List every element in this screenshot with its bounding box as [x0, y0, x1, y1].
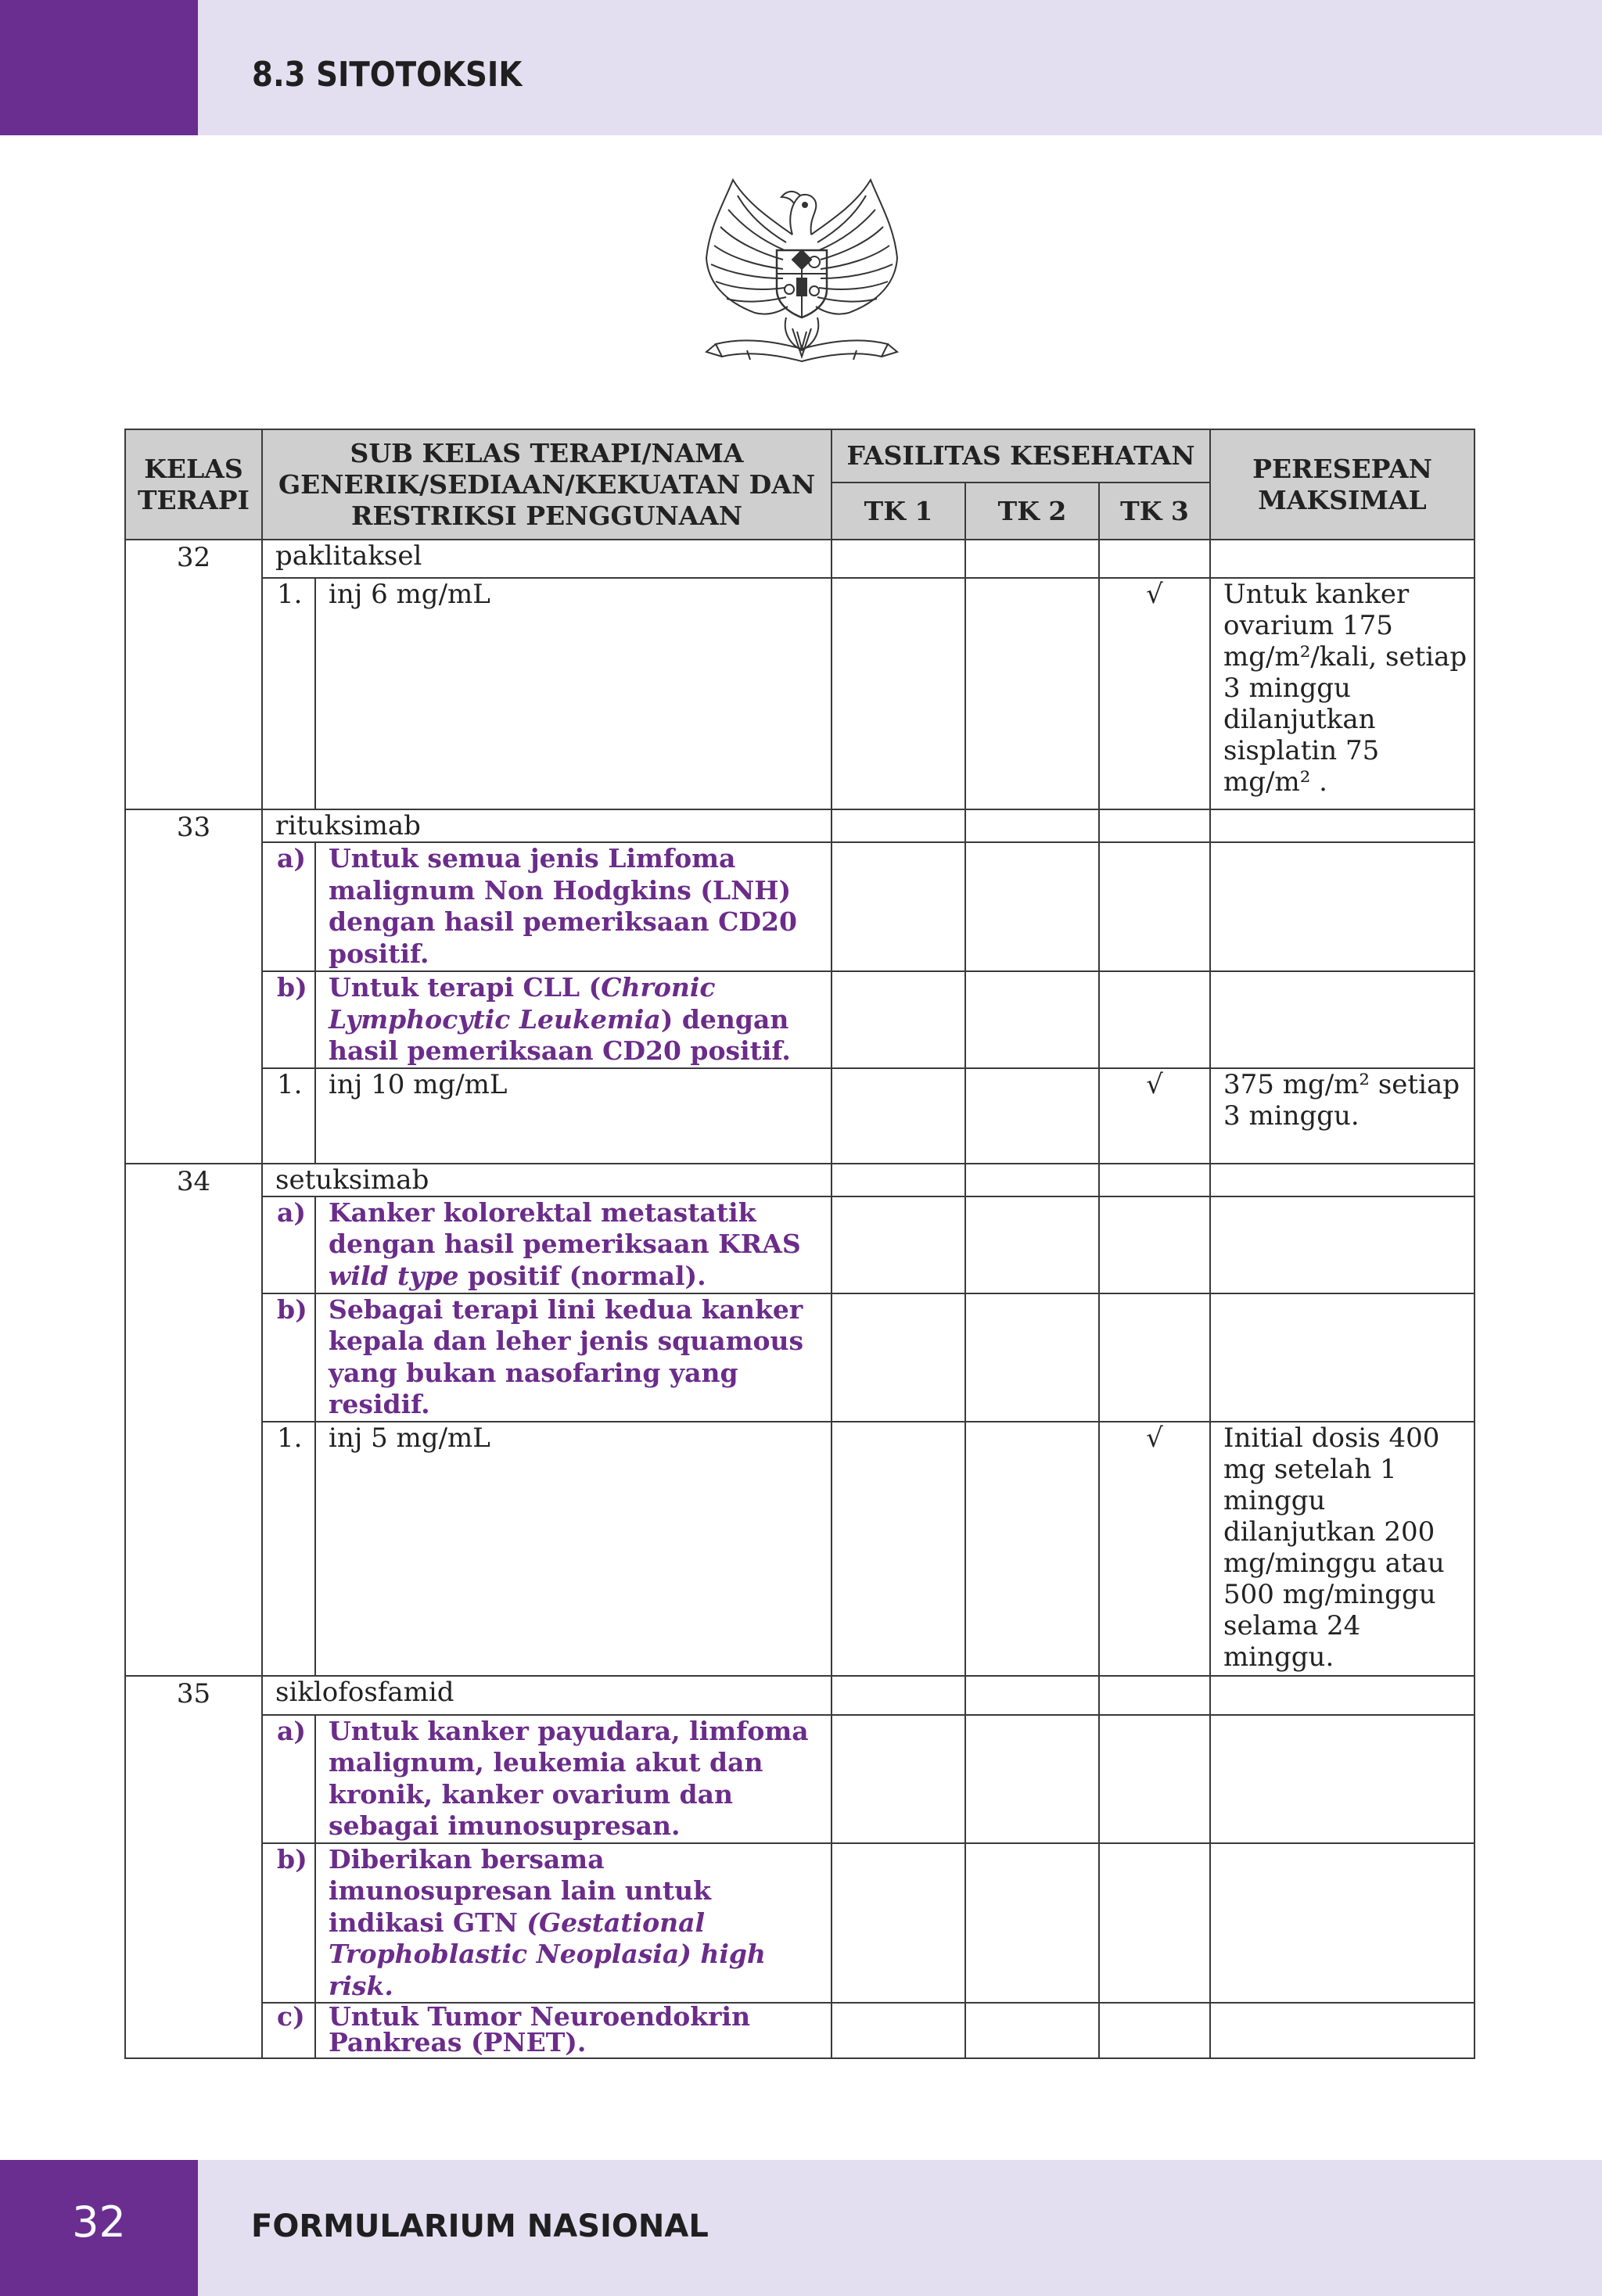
item-number: 1. — [262, 1068, 315, 1164]
restriction-text: Sebagai terapi lini kedua kanker kepala dan leher jenis squamous yang bukan nasofaring yang residif. — [315, 1293, 832, 1422]
table-row — [125, 578, 1474, 809]
drug-name: siklofosfamid — [262, 1676, 832, 1715]
restriction-label: a) — [262, 1196, 315, 1293]
restriction-text: Untuk terapi CLL (Chronic Lymphocytic Leukemia) dengan hasil pemeriksaan CD20 positif. — [315, 971, 832, 1068]
restriction-text: Untuk semua jenis Limfoma malignum Non Hodgkins (LNH) dengan hasil pemeriksaan CD20 positif. — [315, 842, 832, 971]
item-number: 1. — [262, 1422, 315, 1676]
restriction-text: Diberikan bersama imunosupresan lain untuk indikasi GTN (Gestational Trophoblastic Neoplasia) high risk. — [315, 1843, 832, 2004]
kelas-terapi-cell: 32 — [125, 540, 262, 809]
restriction-label: b) — [262, 1843, 315, 2004]
tk3-check: √ — [1099, 578, 1210, 809]
header-tk3: TK 3 — [1099, 483, 1210, 540]
header-kelas-terapi: KELAS TERAPI — [125, 429, 262, 540]
restriction-label: a) — [262, 1715, 315, 1843]
kelas-terapi-cell: 34 — [125, 1164, 262, 1676]
dosage-form: inj 6 mg/mL — [315, 578, 832, 809]
tk3-check: √ — [1099, 1068, 1210, 1164]
table-row — [125, 1068, 1474, 1164]
header-accent-block — [0, 0, 198, 135]
table-row — [125, 971, 1474, 1068]
item-number: 1. — [262, 578, 315, 809]
drug-name: rituksimab — [262, 809, 832, 842]
header-tk2: TK 2 — [965, 483, 1099, 540]
table-row — [125, 809, 1474, 842]
restriction-label: b) — [262, 1293, 315, 1422]
table-row — [125, 1676, 1474, 1715]
header-sub-kelas: SUB KELAS TERAPI/NAMA GENERIK/SEDIAAN/KEKUATAN DAN RESTRIKSI PENGGUNAAN — [262, 429, 832, 540]
restriction-label: c) — [262, 2003, 315, 2058]
peresepan-maksimal: Initial dosis 400 mg setelah 1 minggu dilanjutkan 200 mg/minggu atau 500 mg/minggu selama 24 minggu. — [1210, 1422, 1474, 1676]
table-row — [125, 2003, 1474, 2058]
kelas-terapi-cell: 33 — [125, 809, 262, 1164]
header-fasilitas-kesehatan: FASILITAS KESEHATAN — [832, 429, 1210, 483]
restriction-label: b) — [262, 971, 315, 1068]
table-row — [125, 1422, 1474, 1676]
table-row — [125, 1196, 1474, 1293]
restriction-label: a) — [262, 842, 315, 971]
page-number: 32 — [72, 2197, 126, 2247]
table-row — [125, 842, 1474, 971]
dosage-form: inj 10 mg/mL — [315, 1068, 832, 1164]
table-row — [125, 1164, 1474, 1196]
kelas-terapi-cell: 35 — [125, 1676, 262, 2059]
formulary-table — [124, 429, 1475, 2059]
restriction-text: Untuk Tumor Neuroendokrin Pankreas (PNET). — [315, 2003, 832, 2058]
drug-name: setuksimab — [262, 1164, 832, 1196]
table-row — [125, 1843, 1474, 2004]
garuda-emblem-icon — [700, 172, 903, 383]
header-tk1: TK 1 — [832, 483, 965, 540]
drug-name: paklitaksel — [262, 540, 832, 578]
section-title: 8.3 SITOTOKSIK — [252, 55, 523, 95]
peresepan-maksimal: 375 mg/m² setiap 3 minggu. — [1210, 1068, 1474, 1164]
header-peresepan-maksimal: PERESEPAN MAKSIMAL — [1210, 429, 1474, 540]
peresepan-maksimal: Untuk kanker ovarium 175 mg/m²/kali, setiap 3 minggu dilanjutkan sisplatin 75 mg/m² . — [1210, 578, 1474, 809]
publication-name: FORMULARIUM NASIONAL — [251, 2208, 709, 2244]
page-footer — [0, 2160, 1602, 2296]
tk3-check: √ — [1099, 1422, 1210, 1676]
dosage-form: inj 5 mg/mL — [315, 1422, 832, 1676]
restriction-text: Kanker kolorektal metastatik dengan hasil pemeriksaan KRAS wild type positif (normal). — [315, 1196, 832, 1293]
table-row — [125, 1715, 1474, 1843]
restriction-text: Untuk kanker payudara, limfoma malignum, leukemia akut dan kronik, kanker ovarium dan sebagai imunosupresan. — [315, 1715, 832, 1843]
table-row — [125, 540, 1474, 578]
table-row — [125, 1293, 1474, 1422]
page-header — [0, 0, 1602, 135]
